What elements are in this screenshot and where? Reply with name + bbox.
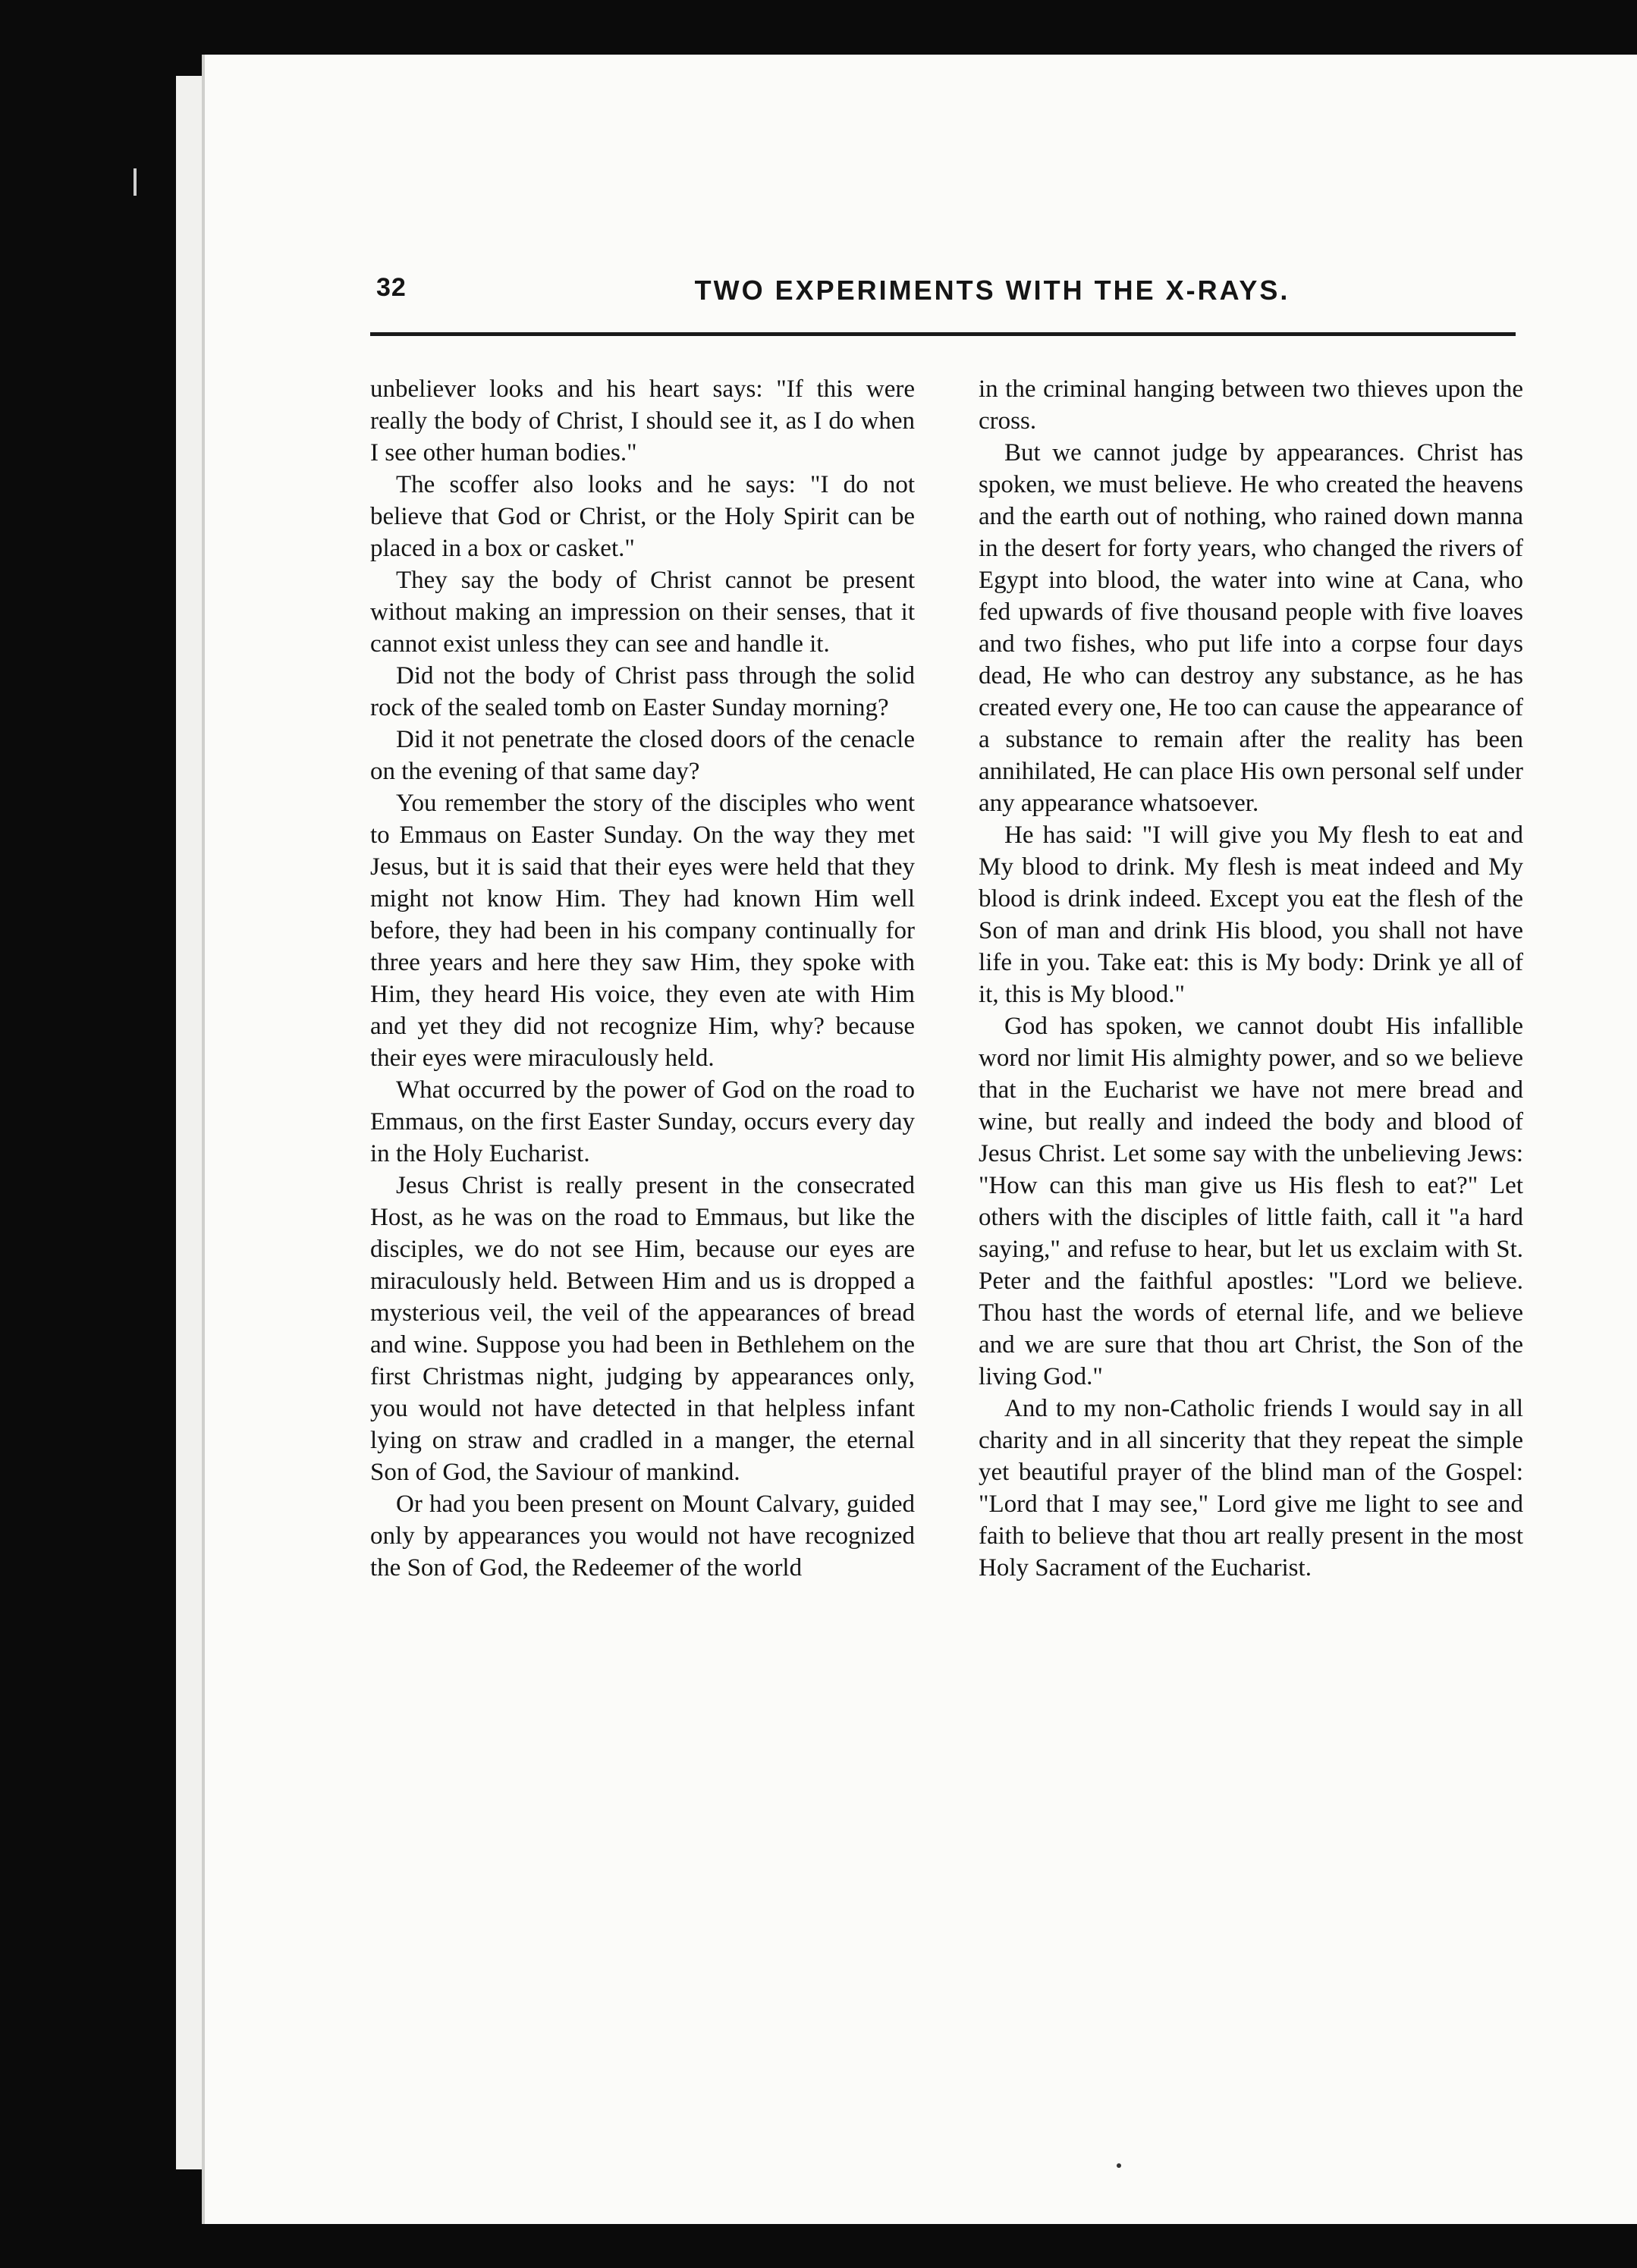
paragraph: Did it not penetrate the closed doors of the cenacle on the evening of that same day? [370,726,915,785]
paragraph: God has spoken, we cannot doubt His infallible word nor limit His almighty power, and so we believe that in the Eucharist we have not mere bread and wine, but really and indeed the body and blood of Jesus Christ. Let some say with the unbelieving Jews: "How can this man give us His flesh to eat?" Let others with the disciples of little faith, call it "a hard saying," and refuse to hear, but let us exclaim with St. Peter and the faithful apostles: "Lord we believe. Thou hast the words of eternal life, and we believe and we are sure that thou art Christ, the Son of the living God." [979,1013,1523,1390]
paragraph: The scoffer also looks and he says: "I do not believe that God or Christ, or the Holy Spirit can be placed in a box or casket." [370,471,915,562]
running-header [370,273,1523,319]
paragraph: They say the body of Christ cannot be present without making an impression on their senses, that it cannot exist unless they can see and handle it. [370,567,915,658]
paragraph: And to my non-Catholic friends I would say in all charity and in all sincerity that they repeat the simple yet beautiful prayer of the blind man of the Gospel: "Lord that I may see," Lord give me light to see and faith to believe that thou art really present in the most Holy Sacrament of the Eucharist. [979,1395,1523,1582]
paragraph: Or had you been present on Mount Calvary, guided only by appearances you would not have recognized the Son of God, the Redeemer of the world [370,1491,915,1582]
paragraph: Jesus Christ is really present in the consecrated Host, as he was on the road to Emmaus, but like the disciples, we do not see Him, because our eyes are miraculously held. Between Him and us is dropped a mysterious veil, the veil of the appearances of bread and wine. Suppose you had been in Bethlehem on the first Christmas night, judging by appearances only, you would not have detected in that helpless infant lying on straw and cradled in a manger, the eternal Son of God, the Saviour of mankind. [370,1172,915,1486]
paragraph: What occurred by the power of God on the road to Emmaus, on the first Easter Sunday, occurs every day in the Holy Eucharist. [370,1076,915,1167]
running-title: TWO EXPERIMENTS WITH THE X-RAYS. [694,275,1290,306]
printed-page [370,273,1523,2139]
paragraph: unbeliever looks and his heart says: "If this were really the body of Christ, I should see it, as I do when I see other human bodies." [370,375,915,466]
paragraph: He has said: "I will give you My flesh to eat and My blood to drink. My flesh is meat indeed and My blood is drink indeed. Except you eat the flesh of the Son of man and drink His blood, you shall not have life in you. Take eat: this is My body: Drink ye all of it, this is My blood." [979,821,1523,1008]
header-rule [370,332,1516,336]
page-number: 32 [376,273,407,302]
paragraph: in the criminal hanging between two thieves upon the cross. [979,375,1523,435]
paragraph: You remember the story of the disciples who went to Emmaus on Easter Sunday. On the way they met Jesus, but it is said that their eyes were held that they might not know Him. They had known Him well before, they had been in his company continually for three years and here they saw Him, they spoke with Him, they heard His voice, they even ate with Him and yet they did not recognize Him, why? because their eyes were miraculously held. [370,790,915,1072]
right-column [979,373,1523,1584]
paragraph: But we cannot judge by appearances. Christ has spoken, we must believe. He who created the heavens and the earth out of nothing, who rained down manna in the desert for forty years, who changed the rivers of Egypt into blood, the water into wine at Cana, who fed upwards of five thousand people with five loaves and two fishes, who put life into a corpse four days dead, He who can destroy any substance, as he has created every one, He too can cause the appearance of a substance to remain after the reality has been annihilated, He can place His own personal self under any appearance whatsoever. [979,439,1523,817]
text-columns [370,373,1523,1584]
scan-edge-mark [134,168,137,196]
paragraph: Did not the body of Christ pass through the solid rock of the sealed tomb on Easter Sunday morning? [370,662,915,721]
left-column [370,373,915,1584]
ink-speck [1117,2163,1121,2168]
